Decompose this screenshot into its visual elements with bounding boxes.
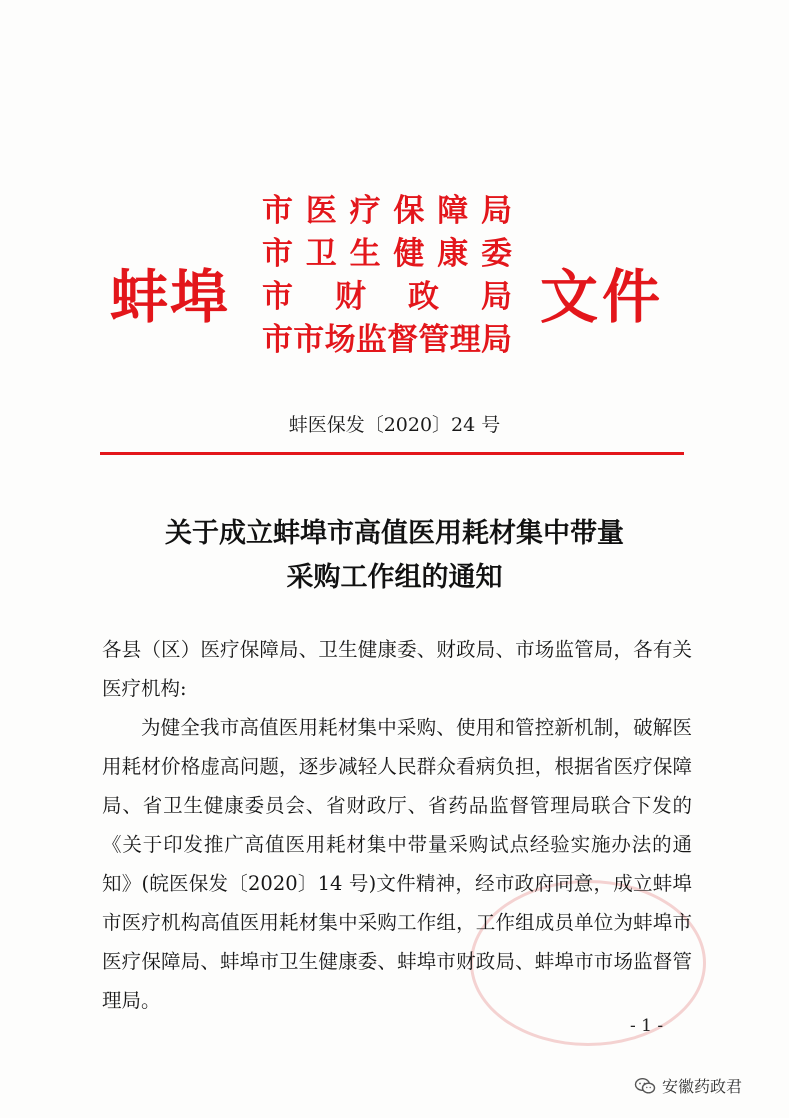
- agency-health-commission: 市卫生健康委: [262, 236, 512, 272]
- header-divider: [100, 452, 684, 455]
- agency-medical-security: 市医疗保障局: [262, 193, 512, 229]
- issuing-agencies: [262, 190, 512, 362]
- agency-market-supervision: 市市场监督管理局: [262, 322, 512, 358]
- watermark-text: 安徽药政君: [662, 1077, 743, 1096]
- document-body: [102, 630, 692, 1020]
- title-line-1: 关于成立蚌埠市高值医用耗材集中带量: [165, 518, 624, 549]
- document-header: [0, 190, 789, 370]
- page-number: - 1 -: [630, 1016, 664, 1036]
- title-line-2: 采购工作组的通知: [286, 562, 503, 593]
- salutation: 各县（区）医疗保障局、卫生健康委、财政局、市场监管局，各有关医疗机构:: [102, 638, 692, 700]
- document-title: [0, 512, 789, 600]
- wechat-icon: [634, 1077, 656, 1095]
- body-paragraph: 为健全我市高值医用耗材集中采购、使用和管控新机制，破解医用耗材价格虚高问题，逐步减轻人民群众看病负担，根据省医疗保障局、省卫生健康委员会、省财政厅、省药品监督管理局联合下发的《关于印发推广高值医用耗材集中带量采购试点经验实施办法的通知》(皖医保发〔2020〕14 号)文件精神，经市政府同意，成立蚌埠市医疗机构高值医用耗材集中采购工作组，工作组成员单位为蚌埠市医疗保障局、蚌埠市卫生健康委、蚌埠市财政局、蚌埠市市场监督管理局。: [102, 716, 692, 1012]
- agency-finance-bureau: 市财政局: [262, 279, 512, 315]
- issuer-city: 蚌埠: [110, 263, 231, 331]
- document-label: 文件: [540, 263, 665, 331]
- document-number: 蚌医保发〔2020〕24 号: [288, 414, 501, 436]
- source-watermark: [634, 1074, 742, 1097]
